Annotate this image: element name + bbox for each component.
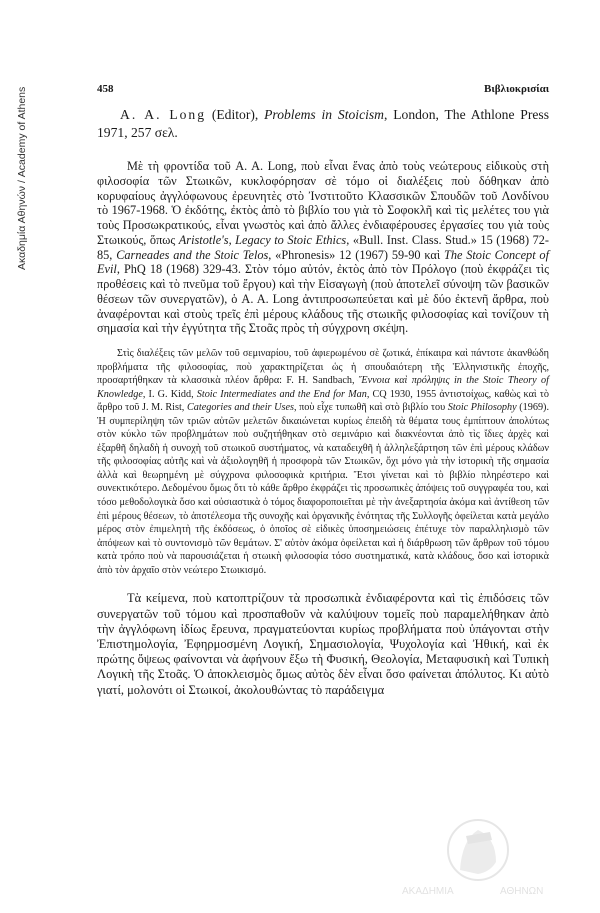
paragraph-closing: Τὰ κείμενα, ποὺ κατοπτρίζουν τὰ προσωπικὰ ἐνδιαφέροντα καὶ τὶς ἐπιδόσεις τῶν συνεργατῶν τοῦ τόμου καὶ προσπαθοῦν νὰ καλύψουν τομεῖς ποὺ παραμελήθηκαν ἀπὸ τὴν ἀγγλόφωνη ἰδίως ἔρευνα, πραγματεύονται κυρίως προβλήματα ποὺ ὑπάγονται στὴν Ἐπιστημολογία, Ἐφηρμοσμένη Λογική, Σημασιολογία, Ψυχολογία καὶ Ἠθική, καὶ ἐκ πρώτης ὄψεως φαίνονται νὰ ἀφήνουν ἔξω τὴ Φυσική, Θεολογία, Μεταφυσικὴ καὶ Τυπικὴ Λογικὴ τῆς Στοᾶς. Ὁ ἀποκλεισμὸς ὅμως αὐτὸς δὲν εἶναι ὅσο φαίνεται ἀπόλυτος. Κι αὐτὸ γιατί, μολονότι οἱ Στωικοί, ἀκολουθώντας τὸ παράδειγμα <box>97 591 549 697</box>
review-author: A. A. Long <box>120 107 207 122</box>
review-role: (Editor), <box>206 107 265 122</box>
text-run: Στὶς διαλέξεις τῶν μελῶν τοῦ σεμιναρίου, τοῦ ἀφιερωμένου σὲ ζωτικά, ἐπίκαιρα καὶ πάντοτε ἀκανθώδη προβλήματα τῆς φιλοσοφίας, ποὺ χαρακτηρίζεται ὡς ἡ σπουδαιότερη τῆς Ἑλληνιστικῆς ἐποχῆς, προσαρτήθηκαν τὰ κλασσικὰ πλέον ἄρθρα: F. H. Sandbach, <box>97 348 549 387</box>
review-publication: , London, The Athlone Press 1971, 257 σελ. <box>97 107 550 140</box>
text-run: , I. G. Kidd, <box>142 388 197 400</box>
text-run: (1969). Ἡ συμπερίληψη τῶν τριῶν αὐτῶν μελετῶν δικαιώνεται κυρίως ἐπειδὴ τὰ θέματα τους ἐμπίπτουν ἀπολύτως στὸν κύκλο τῶν προβλημάτων ποὺ συζητήθηκαν στὸ σεμινάριο καὶ διακνέονται ἀπὸ τὶς ἴδιες ἀρχὲς καὶ ἐξαρθῆ δηλαδὴ ἡ συνοχὴ τοῦ στωικοῦ συστήματος, νὰ καταδειχθῆ ἡ ἀλληλεξάρτηση τῶν ἐπὶ μέρους κλάδων τῆς φιλοσοφίας αὐτῆς καὶ νὰ ἀξιολογηθῆ ἡ προσφορὰ τῶν Στωικῶν, ὄχι μόνο γιὰ τὴν ἱστορικὴ τῆς σημασία ἀλλὰ καὶ θεωρημένη μὲ σύγχρονα φιλοσοφικὰ κριτήρια. Ἔτσι γίνεται καὶ τὸ βιβλίο πληρέστερο καὶ συνεκτικότερο. Δεδομένου ὅμως ὅτι τὸ κάθε ἄρθρο ἐκφράζει τὶς προσωπικὲς ἀπόψεις τοῦ συγγραφέα του, καὶ τόσο μεθοδολογικὰ ὅσο καὶ οὐσιαστικὰ ὁ τόμος διαφοροποιεῖται μὲ τὴν ἀνεξαρτησία ἀκόμα καὶ ἀντίθεση τῶν ἐπὶ μέρους θέσεων, τὸ ἀποτέλεσμα τῆς συνοχῆς καὶ ὀργανικῆς ἑνότητας τῆς Συλλογῆς ὀφείλεται κατὰ μεγάλο μέρος στὸν ἐπιμελητὴ τῆς ἐκδόσεως, ὁ ὁποῖος σὲ εἰδικὲς ὑποσημειώσεις ἐπέτυχε τὸν παραλληλισμὸ τῶν ἀπόψεων καὶ τὸ συντονισμὸ τῶν θεμάτων. Σ' αὐτὸν ἀκόμα ὀφείλεται καὶ ἡ διάρθρωση τῶν ἄρθρων τοῦ τόμου κατὰ τρόπο ποὺ νὰ παρουσιάζεται ἡ στωικὴ φιλοσοφία τόσο συστηματικά, κατὰ κλάδους, ὅσο καὶ ἱστορικὰ ἀπὸ τὸν ἀρχαῖο στὸν νεώτερο Στωικισμό. <box>97 402 549 576</box>
archive-side-label <box>4 40 28 270</box>
paragraph-small-print <box>97 347 549 577</box>
text-run: , ποὺ εἶχε τυπωθῆ καὶ στὸ βιβλίο του <box>293 402 448 414</box>
italic-title: Carneades and the Stoic Telos <box>116 247 269 262</box>
text-run: , CQ 1930, 1955 ἀντιστοίχως, καθὼς καὶ τὸ ἄρθρο τοῦ J. M. Rist, <box>97 388 549 414</box>
text-run: , «Phronesis» 12 (1967) 59-90 καὶ <box>268 247 444 262</box>
review-heading <box>97 106 549 142</box>
text-run: , PhQ 18 (1968) 329-43. Στὸν τόμο αὐτόν, ἐκτὸς ἀπὸ τὸν Πρόλογο (ποὺ ἐκφράζει τὶς προθέσεις καὶ τὸ πνεῦμα τοῦ ἔργου) καὶ τὴν Εἰσαγωγὴ (ποὺ ἀποτελεῖ σύνοψη τῶν βασικῶν θέσεων τῶν συνεργατῶν), ὁ A. A. Long ἀντιπροσωπεύεται καὶ μὲ δύο ἐκτενῆ ἄρθρα, ποὺ ἀναφέρονται καὶ στοὺς τρεῖς ἐπὶ μέρους κλάδους τῆς στωικῆς φιλοσοφίας καὶ τονίζουν τὴ σημασία καὶ τὴν ἐγγύτητα τῆς Στοᾶς πρὸς τὴ σύγχρονη σκέψη. <box>97 262 549 336</box>
watermark-left-text: ΑΚΑΔΗΜΙΑ <box>402 886 454 897</box>
watermark-right-text: ΑΘΗΝΩΝ <box>500 886 544 897</box>
review-title: Problems in Stoicism <box>264 107 384 122</box>
text-run: , «Bull. Inst. Class. Stud.» 15 (1968) 72-85, <box>97 232 549 262</box>
italic-title: Stoic Philosophy <box>447 402 517 414</box>
italic-title: Categories and their Uses <box>186 402 294 414</box>
italic-title: The Stoic Concept of Evil <box>97 247 549 277</box>
italic-title: Stoic Intermediates and the End for Man <box>196 388 367 400</box>
italic-title: Ἔννοια καὶ πρόληψις in the Stoic Theory of Knowledge <box>97 375 549 400</box>
text-run: Μὲ τὴ φροντίδα τοῦ A. A. Long, ποὺ εἶναι ἕνας ἀπὸ τοὺς νεώτερους εἰδικοὺς στὴ φιλοσοφία τῶν Στωικῶν, κυκλοφόρησαν σὲ τόμο οἱ διαλέξεις ποὺ δόθηκαν ἀπὸ κορυφαίους ἀγγλόφωνους ἐρευνητὲς στὸ Ἰνστιτοῦτο Κλασσικῶν Σπουδῶν τοῦ Λονδίνου τὸ 1967-1968. Ὁ ἐκδότης, ἐκτὸς ἀπὸ τὸ βιβλίο του γιὰ τὸ Σοφοκλῆ καὶ τὶς μελέτες του γιὰ τοὺς Προσωκρατικούς, εἶναι γνωστὸς καὶ ἀπὸ ἄλλες ἐνδιαφέρουσες ἐργασίες του γιὰ τοὺς Στωικούς, ὅπως <box>97 159 549 247</box>
running-head: Βιβλιοκρισίαι <box>484 83 550 95</box>
archive-label-text: Ακαδημία Αθηνών / Academy of Athens <box>16 86 28 270</box>
academy-watermark-logo <box>400 810 550 900</box>
page-number: 458 <box>97 83 114 95</box>
paragraph-intro <box>97 159 549 336</box>
italic-title: Aristotle's, Legacy to Stoic Ethics <box>178 232 347 247</box>
page-body <box>97 106 549 698</box>
